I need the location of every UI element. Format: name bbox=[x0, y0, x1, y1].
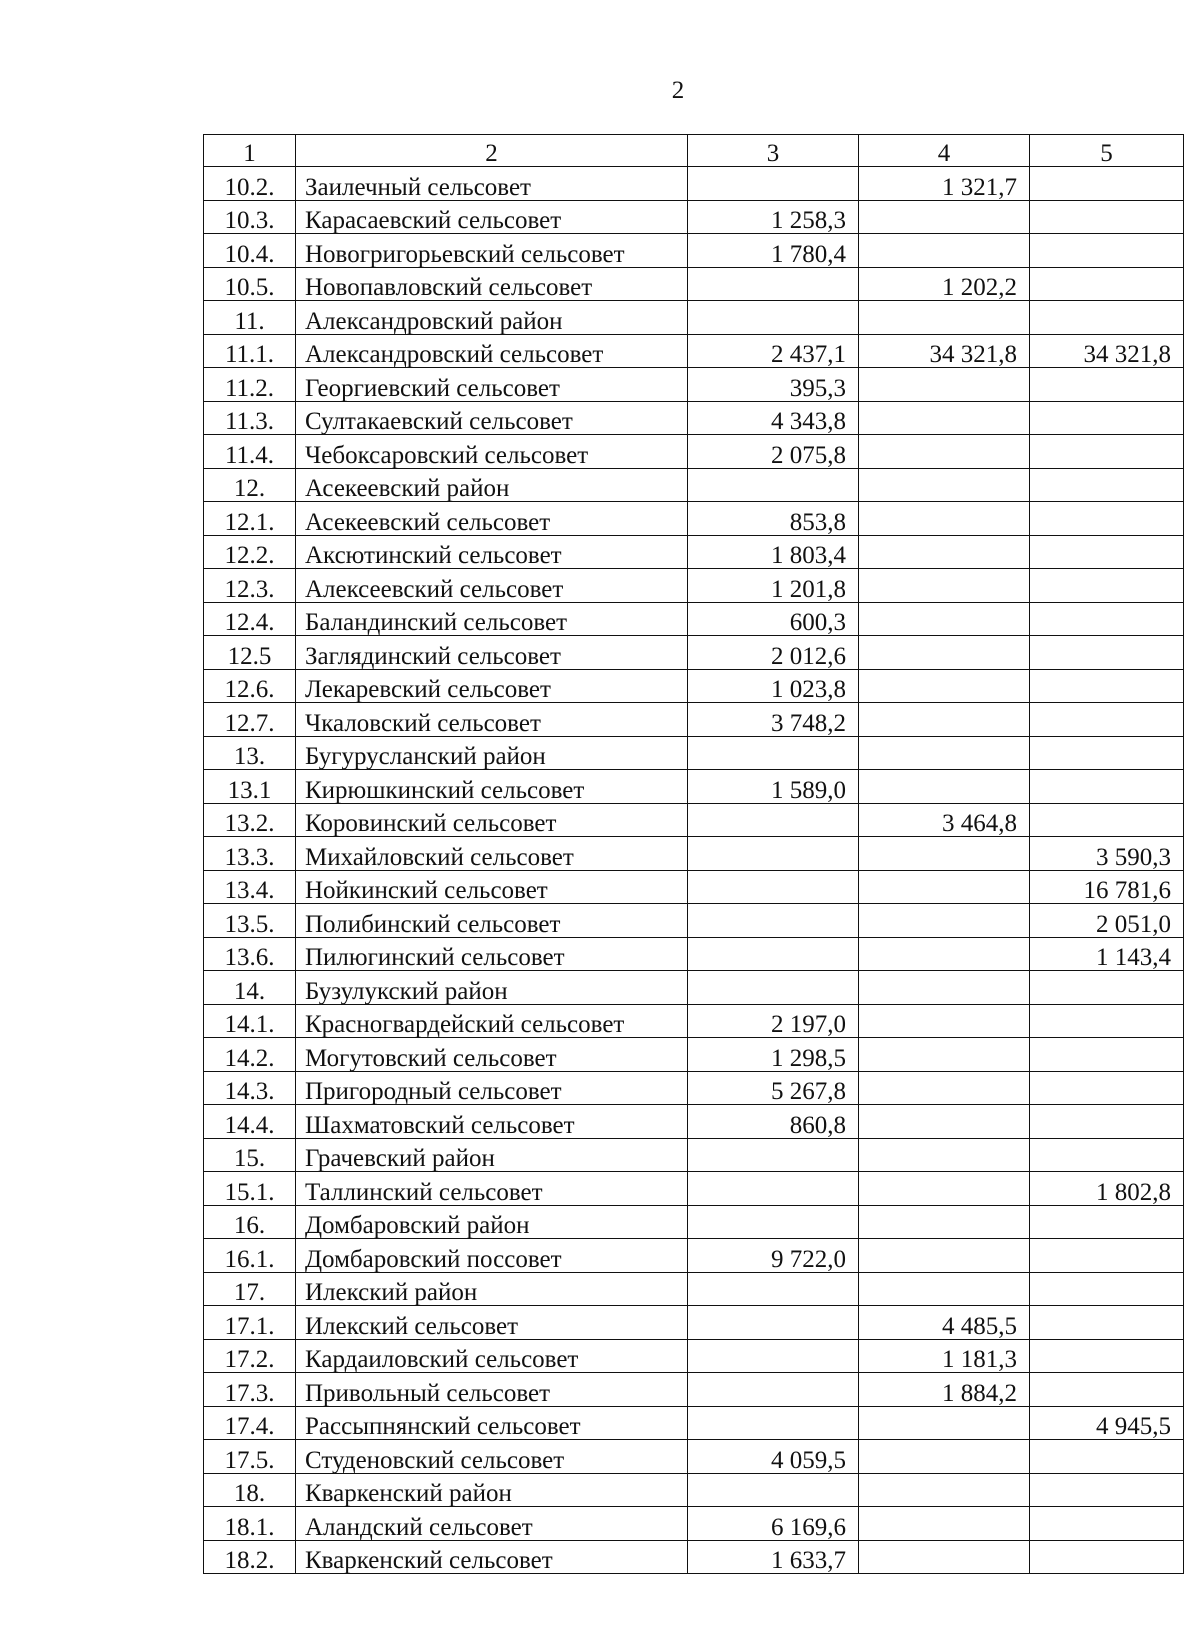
col5-value-cell bbox=[1030, 569, 1184, 603]
col3-value-cell bbox=[688, 1406, 859, 1440]
col5-value-cell bbox=[1030, 435, 1184, 469]
col4-value-cell bbox=[859, 870, 1030, 904]
row-number-cell: 14. bbox=[204, 971, 296, 1005]
table-row bbox=[204, 1272, 1184, 1306]
table-row bbox=[204, 1540, 1184, 1574]
col4-value-cell bbox=[859, 904, 1030, 938]
name-cell: Заилечный сельсовет bbox=[296, 167, 688, 201]
name-cell: Лекаревский сельсовет bbox=[296, 669, 688, 703]
col4-value-cell: 4 485,5 bbox=[859, 1306, 1030, 1340]
col5-value-cell: 2 051,0 bbox=[1030, 904, 1184, 938]
table-row bbox=[204, 636, 1184, 670]
col4-value-cell bbox=[859, 669, 1030, 703]
col5-value-cell: 3 590,3 bbox=[1030, 837, 1184, 871]
col5-value-cell bbox=[1030, 803, 1184, 837]
name-cell: Алексеевский сельсовет bbox=[296, 569, 688, 603]
row-number-cell: 10.4. bbox=[204, 234, 296, 268]
row-number-cell: 12.7. bbox=[204, 703, 296, 737]
row-number-cell: 10.3. bbox=[204, 200, 296, 234]
row-number-cell: 11.4. bbox=[204, 435, 296, 469]
row-number-cell: 11.2. bbox=[204, 368, 296, 402]
table-row bbox=[204, 435, 1184, 469]
name-cell: Георгиевский сельсовет bbox=[296, 368, 688, 402]
col4-value-cell bbox=[859, 1205, 1030, 1239]
table-body bbox=[204, 167, 1184, 1574]
col4-value-cell bbox=[859, 1138, 1030, 1172]
col4-value-cell bbox=[859, 1004, 1030, 1038]
row-number-cell: 17.5. bbox=[204, 1440, 296, 1474]
col5-value-cell bbox=[1030, 1205, 1184, 1239]
page-number: 2 bbox=[671, 77, 685, 104]
col5-value-cell bbox=[1030, 971, 1184, 1005]
col5-value-cell bbox=[1030, 736, 1184, 770]
col3-value-cell bbox=[688, 301, 859, 335]
col5-value-cell: 1 802,8 bbox=[1030, 1172, 1184, 1206]
col3-value-cell: 6 169,6 bbox=[688, 1507, 859, 1541]
col4-value-cell bbox=[859, 602, 1030, 636]
col4-value-cell bbox=[859, 1540, 1030, 1574]
col3-value-cell: 4 343,8 bbox=[688, 401, 859, 435]
row-number-cell: 17.1. bbox=[204, 1306, 296, 1340]
name-cell: Александровский сельсовет bbox=[296, 334, 688, 368]
col5-value-cell bbox=[1030, 368, 1184, 402]
col5-value-cell bbox=[1030, 770, 1184, 804]
col5-value-cell bbox=[1030, 703, 1184, 737]
col4-value-cell bbox=[859, 937, 1030, 971]
col4-value-cell bbox=[859, 636, 1030, 670]
row-number-cell: 17.2. bbox=[204, 1339, 296, 1373]
name-cell: Нойкинский сельсовет bbox=[296, 870, 688, 904]
col3-value-cell bbox=[688, 1205, 859, 1239]
col5-value-cell bbox=[1030, 1507, 1184, 1541]
name-cell: Заглядинский сельсовет bbox=[296, 636, 688, 670]
col5-value-cell bbox=[1030, 636, 1184, 670]
col3-value-cell: 1 298,5 bbox=[688, 1038, 859, 1072]
table-row bbox=[204, 200, 1184, 234]
row-number-cell: 13.1 bbox=[204, 770, 296, 804]
table-row bbox=[204, 1038, 1184, 1072]
table-row bbox=[204, 837, 1184, 871]
data-table bbox=[203, 134, 1184, 1574]
name-cell: Домбаровский район bbox=[296, 1205, 688, 1239]
name-cell: Асекеевский район bbox=[296, 468, 688, 502]
name-cell: Султакаевский сельсовет bbox=[296, 401, 688, 435]
col5-value-cell bbox=[1030, 1373, 1184, 1407]
name-cell: Аландский сельсовет bbox=[296, 1507, 688, 1541]
col4-value-cell bbox=[859, 1507, 1030, 1541]
col3-value-cell: 600,3 bbox=[688, 602, 859, 636]
row-number-cell: 15.1. bbox=[204, 1172, 296, 1206]
col3-value-cell: 1 780,4 bbox=[688, 234, 859, 268]
col3-value-cell bbox=[688, 1373, 859, 1407]
header-row bbox=[204, 135, 1184, 167]
table-row bbox=[204, 368, 1184, 402]
table-row bbox=[204, 1071, 1184, 1105]
row-number-cell: 18.2. bbox=[204, 1540, 296, 1574]
col4-value-cell bbox=[859, 468, 1030, 502]
col5-value-cell bbox=[1030, 301, 1184, 335]
table-row bbox=[204, 770, 1184, 804]
row-number-cell: 12.1. bbox=[204, 502, 296, 536]
name-cell: Кирюшкинский сельсовет bbox=[296, 770, 688, 804]
row-number-cell: 18. bbox=[204, 1473, 296, 1507]
col3-value-cell bbox=[688, 1172, 859, 1206]
col3-value-cell: 5 267,8 bbox=[688, 1071, 859, 1105]
row-number-cell: 15. bbox=[204, 1138, 296, 1172]
col5-value-cell bbox=[1030, 267, 1184, 301]
col4-value-cell bbox=[859, 1105, 1030, 1139]
col4-value-cell bbox=[859, 1172, 1030, 1206]
col3-value-cell: 853,8 bbox=[688, 502, 859, 536]
name-cell: Илекский сельсовет bbox=[296, 1306, 688, 1340]
table-row bbox=[204, 1138, 1184, 1172]
col3-value-cell: 3 748,2 bbox=[688, 703, 859, 737]
table-row bbox=[204, 334, 1184, 368]
col3-value-cell bbox=[688, 468, 859, 502]
row-number-cell: 12.6. bbox=[204, 669, 296, 703]
col4-value-cell bbox=[859, 1406, 1030, 1440]
name-cell: Таллинский сельсовет bbox=[296, 1172, 688, 1206]
col3-value-cell: 9 722,0 bbox=[688, 1239, 859, 1273]
col5-value-cell bbox=[1030, 502, 1184, 536]
col4-value-cell bbox=[859, 1239, 1030, 1273]
col3-value-cell bbox=[688, 870, 859, 904]
col3-value-cell bbox=[688, 904, 859, 938]
row-number-cell: 13.2. bbox=[204, 803, 296, 837]
row-number-cell: 13.4. bbox=[204, 870, 296, 904]
table-row bbox=[204, 937, 1184, 971]
header-cell-5: 5 bbox=[1030, 135, 1184, 167]
table-row bbox=[204, 1406, 1184, 1440]
table-row bbox=[204, 703, 1184, 737]
col4-value-cell bbox=[859, 837, 1030, 871]
col4-value-cell: 1 202,2 bbox=[859, 267, 1030, 301]
name-cell: Илекский район bbox=[296, 1272, 688, 1306]
table-row bbox=[204, 971, 1184, 1005]
table-row bbox=[204, 401, 1184, 435]
col5-value-cell bbox=[1030, 1540, 1184, 1574]
name-cell: Чебоксаровский сельсовет bbox=[296, 435, 688, 469]
col5-value-cell bbox=[1030, 1105, 1184, 1139]
table-row bbox=[204, 1004, 1184, 1038]
header-cell-4: 4 bbox=[859, 135, 1030, 167]
name-cell: Пригородный сельсовет bbox=[296, 1071, 688, 1105]
col4-value-cell bbox=[859, 1038, 1030, 1072]
col3-value-cell: 395,3 bbox=[688, 368, 859, 402]
table-row bbox=[204, 736, 1184, 770]
row-number-cell: 11.1. bbox=[204, 334, 296, 368]
name-cell: Рассыпнянский сельсовет bbox=[296, 1406, 688, 1440]
row-number-cell: 16.1. bbox=[204, 1239, 296, 1273]
table-row bbox=[204, 669, 1184, 703]
col3-value-cell bbox=[688, 1339, 859, 1373]
name-cell: Михайловский сельсовет bbox=[296, 837, 688, 871]
header-cell-2: 2 bbox=[296, 135, 688, 167]
col3-value-cell: 2 075,8 bbox=[688, 435, 859, 469]
row-number-cell: 12.2. bbox=[204, 535, 296, 569]
row-number-cell: 17. bbox=[204, 1272, 296, 1306]
header-cell-3: 3 bbox=[688, 135, 859, 167]
col5-value-cell: 34 321,8 bbox=[1030, 334, 1184, 368]
name-cell: Пилюгинский сельсовет bbox=[296, 937, 688, 971]
header-cell-1: 1 bbox=[204, 135, 296, 167]
name-cell: Новогригорьевский сельсовет bbox=[296, 234, 688, 268]
col3-value-cell bbox=[688, 837, 859, 871]
name-cell: Могутовский сельсовет bbox=[296, 1038, 688, 1072]
row-number-cell: 17.3. bbox=[204, 1373, 296, 1407]
col5-value-cell bbox=[1030, 1071, 1184, 1105]
table-row bbox=[204, 1339, 1184, 1373]
name-cell: Полибинский сельсовет bbox=[296, 904, 688, 938]
col3-value-cell: 4 059,5 bbox=[688, 1440, 859, 1474]
col4-value-cell bbox=[859, 1272, 1030, 1306]
col3-value-cell: 2 197,0 bbox=[688, 1004, 859, 1038]
row-number-cell: 13.3. bbox=[204, 837, 296, 871]
col5-value-cell bbox=[1030, 401, 1184, 435]
name-cell: Кардаиловский сельсовет bbox=[296, 1339, 688, 1373]
name-cell: Бугурусланский район bbox=[296, 736, 688, 770]
row-number-cell: 12.5 bbox=[204, 636, 296, 670]
row-number-cell: 10.2. bbox=[204, 167, 296, 201]
table-row bbox=[204, 1373, 1184, 1407]
col4-value-cell bbox=[859, 1071, 1030, 1105]
name-cell: Бузулукский район bbox=[296, 971, 688, 1005]
name-cell: Грачевский район bbox=[296, 1138, 688, 1172]
col4-value-cell: 1 181,3 bbox=[859, 1339, 1030, 1373]
col4-value-cell bbox=[859, 435, 1030, 469]
row-number-cell: 11. bbox=[204, 301, 296, 335]
col5-value-cell bbox=[1030, 602, 1184, 636]
col3-value-cell: 2 012,6 bbox=[688, 636, 859, 670]
table-row bbox=[204, 1473, 1184, 1507]
col4-value-cell bbox=[859, 502, 1030, 536]
table-row bbox=[204, 1306, 1184, 1340]
table-row bbox=[204, 870, 1184, 904]
col5-value-cell bbox=[1030, 1473, 1184, 1507]
table-row bbox=[204, 1172, 1184, 1206]
col5-value-cell bbox=[1030, 1440, 1184, 1474]
name-cell: Чкаловский сельсовет bbox=[296, 703, 688, 737]
col5-value-cell bbox=[1030, 669, 1184, 703]
row-number-cell: 10.5. bbox=[204, 267, 296, 301]
name-cell: Баландинский сельсовет bbox=[296, 602, 688, 636]
table-row bbox=[204, 1440, 1184, 1474]
row-number-cell: 14.2. bbox=[204, 1038, 296, 1072]
table-row bbox=[204, 1239, 1184, 1273]
col4-value-cell bbox=[859, 770, 1030, 804]
col3-value-cell bbox=[688, 1138, 859, 1172]
col4-value-cell bbox=[859, 200, 1030, 234]
col3-value-cell bbox=[688, 167, 859, 201]
col3-value-cell: 1 201,8 bbox=[688, 569, 859, 603]
col3-value-cell: 1 633,7 bbox=[688, 1540, 859, 1574]
col3-value-cell: 1 258,3 bbox=[688, 200, 859, 234]
col5-value-cell bbox=[1030, 1306, 1184, 1340]
row-number-cell: 18.1. bbox=[204, 1507, 296, 1541]
col3-value-cell bbox=[688, 1473, 859, 1507]
col3-value-cell bbox=[688, 736, 859, 770]
col5-value-cell bbox=[1030, 1339, 1184, 1373]
col3-value-cell bbox=[688, 267, 859, 301]
table-row bbox=[204, 1507, 1184, 1541]
table-row bbox=[204, 904, 1184, 938]
table-row bbox=[204, 167, 1184, 201]
row-number-cell: 11.3. bbox=[204, 401, 296, 435]
col5-value-cell bbox=[1030, 468, 1184, 502]
col5-value-cell bbox=[1030, 200, 1184, 234]
col4-value-cell: 1 884,2 bbox=[859, 1373, 1030, 1407]
col5-value-cell: 1 143,4 bbox=[1030, 937, 1184, 971]
row-number-cell: 14.3. bbox=[204, 1071, 296, 1105]
col3-value-cell: 2 437,1 bbox=[688, 334, 859, 368]
col5-value-cell bbox=[1030, 1004, 1184, 1038]
col4-value-cell bbox=[859, 1473, 1030, 1507]
table-row bbox=[204, 803, 1184, 837]
table-row bbox=[204, 502, 1184, 536]
col3-value-cell: 1 023,8 bbox=[688, 669, 859, 703]
col5-value-cell bbox=[1030, 1239, 1184, 1273]
col3-value-cell bbox=[688, 937, 859, 971]
col3-value-cell bbox=[688, 971, 859, 1005]
col4-value-cell bbox=[859, 368, 1030, 402]
row-number-cell: 12.3. bbox=[204, 569, 296, 603]
row-number-cell: 17.4. bbox=[204, 1406, 296, 1440]
row-number-cell: 13.6. bbox=[204, 937, 296, 971]
col4-value-cell bbox=[859, 736, 1030, 770]
row-number-cell: 12. bbox=[204, 468, 296, 502]
col4-value-cell bbox=[859, 703, 1030, 737]
name-cell: Кваркенский район bbox=[296, 1473, 688, 1507]
col4-value-cell bbox=[859, 1440, 1030, 1474]
name-cell: Привольный сельсовет bbox=[296, 1373, 688, 1407]
col3-value-cell: 1 589,0 bbox=[688, 770, 859, 804]
row-number-cell: 14.1. bbox=[204, 1004, 296, 1038]
row-number-cell: 12.4. bbox=[204, 602, 296, 636]
col4-value-cell: 34 321,8 bbox=[859, 334, 1030, 368]
col4-value-cell bbox=[859, 401, 1030, 435]
name-cell: Красногвардейский сельсовет bbox=[296, 1004, 688, 1038]
table-row bbox=[204, 602, 1184, 636]
col4-value-cell: 1 321,7 bbox=[859, 167, 1030, 201]
col5-value-cell bbox=[1030, 1038, 1184, 1072]
row-number-cell: 16. bbox=[204, 1205, 296, 1239]
table-row bbox=[204, 535, 1184, 569]
row-number-cell: 13. bbox=[204, 736, 296, 770]
col5-value-cell bbox=[1030, 1138, 1184, 1172]
name-cell: Александровский район bbox=[296, 301, 688, 335]
col4-value-cell bbox=[859, 971, 1030, 1005]
col5-value-cell: 4 945,5 bbox=[1030, 1406, 1184, 1440]
col4-value-cell: 3 464,8 bbox=[859, 803, 1030, 837]
col5-value-cell bbox=[1030, 234, 1184, 268]
col3-value-cell bbox=[688, 1306, 859, 1340]
col4-value-cell bbox=[859, 301, 1030, 335]
col5-value-cell bbox=[1030, 535, 1184, 569]
row-number-cell: 13.5. bbox=[204, 904, 296, 938]
col5-value-cell: 16 781,6 bbox=[1030, 870, 1184, 904]
name-cell: Асекеевский сельсовет bbox=[296, 502, 688, 536]
col3-value-cell bbox=[688, 1272, 859, 1306]
col4-value-cell bbox=[859, 234, 1030, 268]
table-row bbox=[204, 1105, 1184, 1139]
col4-value-cell bbox=[859, 535, 1030, 569]
name-cell: Шахматовский сельсовет bbox=[296, 1105, 688, 1139]
name-cell: Новопавловский сельсовет bbox=[296, 267, 688, 301]
row-number-cell: 14.4. bbox=[204, 1105, 296, 1139]
table-row bbox=[204, 234, 1184, 268]
col3-value-cell: 1 803,4 bbox=[688, 535, 859, 569]
table-row bbox=[204, 468, 1184, 502]
table-row bbox=[204, 301, 1184, 335]
col4-value-cell bbox=[859, 569, 1030, 603]
table-row bbox=[204, 1205, 1184, 1239]
col3-value-cell bbox=[688, 803, 859, 837]
table-row bbox=[204, 569, 1184, 603]
name-cell: Кваркенский сельсовет bbox=[296, 1540, 688, 1574]
name-cell: Домбаровский поссовет bbox=[296, 1239, 688, 1273]
table-row bbox=[204, 267, 1184, 301]
col5-value-cell bbox=[1030, 167, 1184, 201]
name-cell: Студеновский сельсовет bbox=[296, 1440, 688, 1474]
name-cell: Коровинский сельсовет bbox=[296, 803, 688, 837]
col5-value-cell bbox=[1030, 1272, 1184, 1306]
name-cell: Аксютинский сельсовет bbox=[296, 535, 688, 569]
col3-value-cell: 860,8 bbox=[688, 1105, 859, 1139]
name-cell: Карасаевский сельсовет bbox=[296, 200, 688, 234]
